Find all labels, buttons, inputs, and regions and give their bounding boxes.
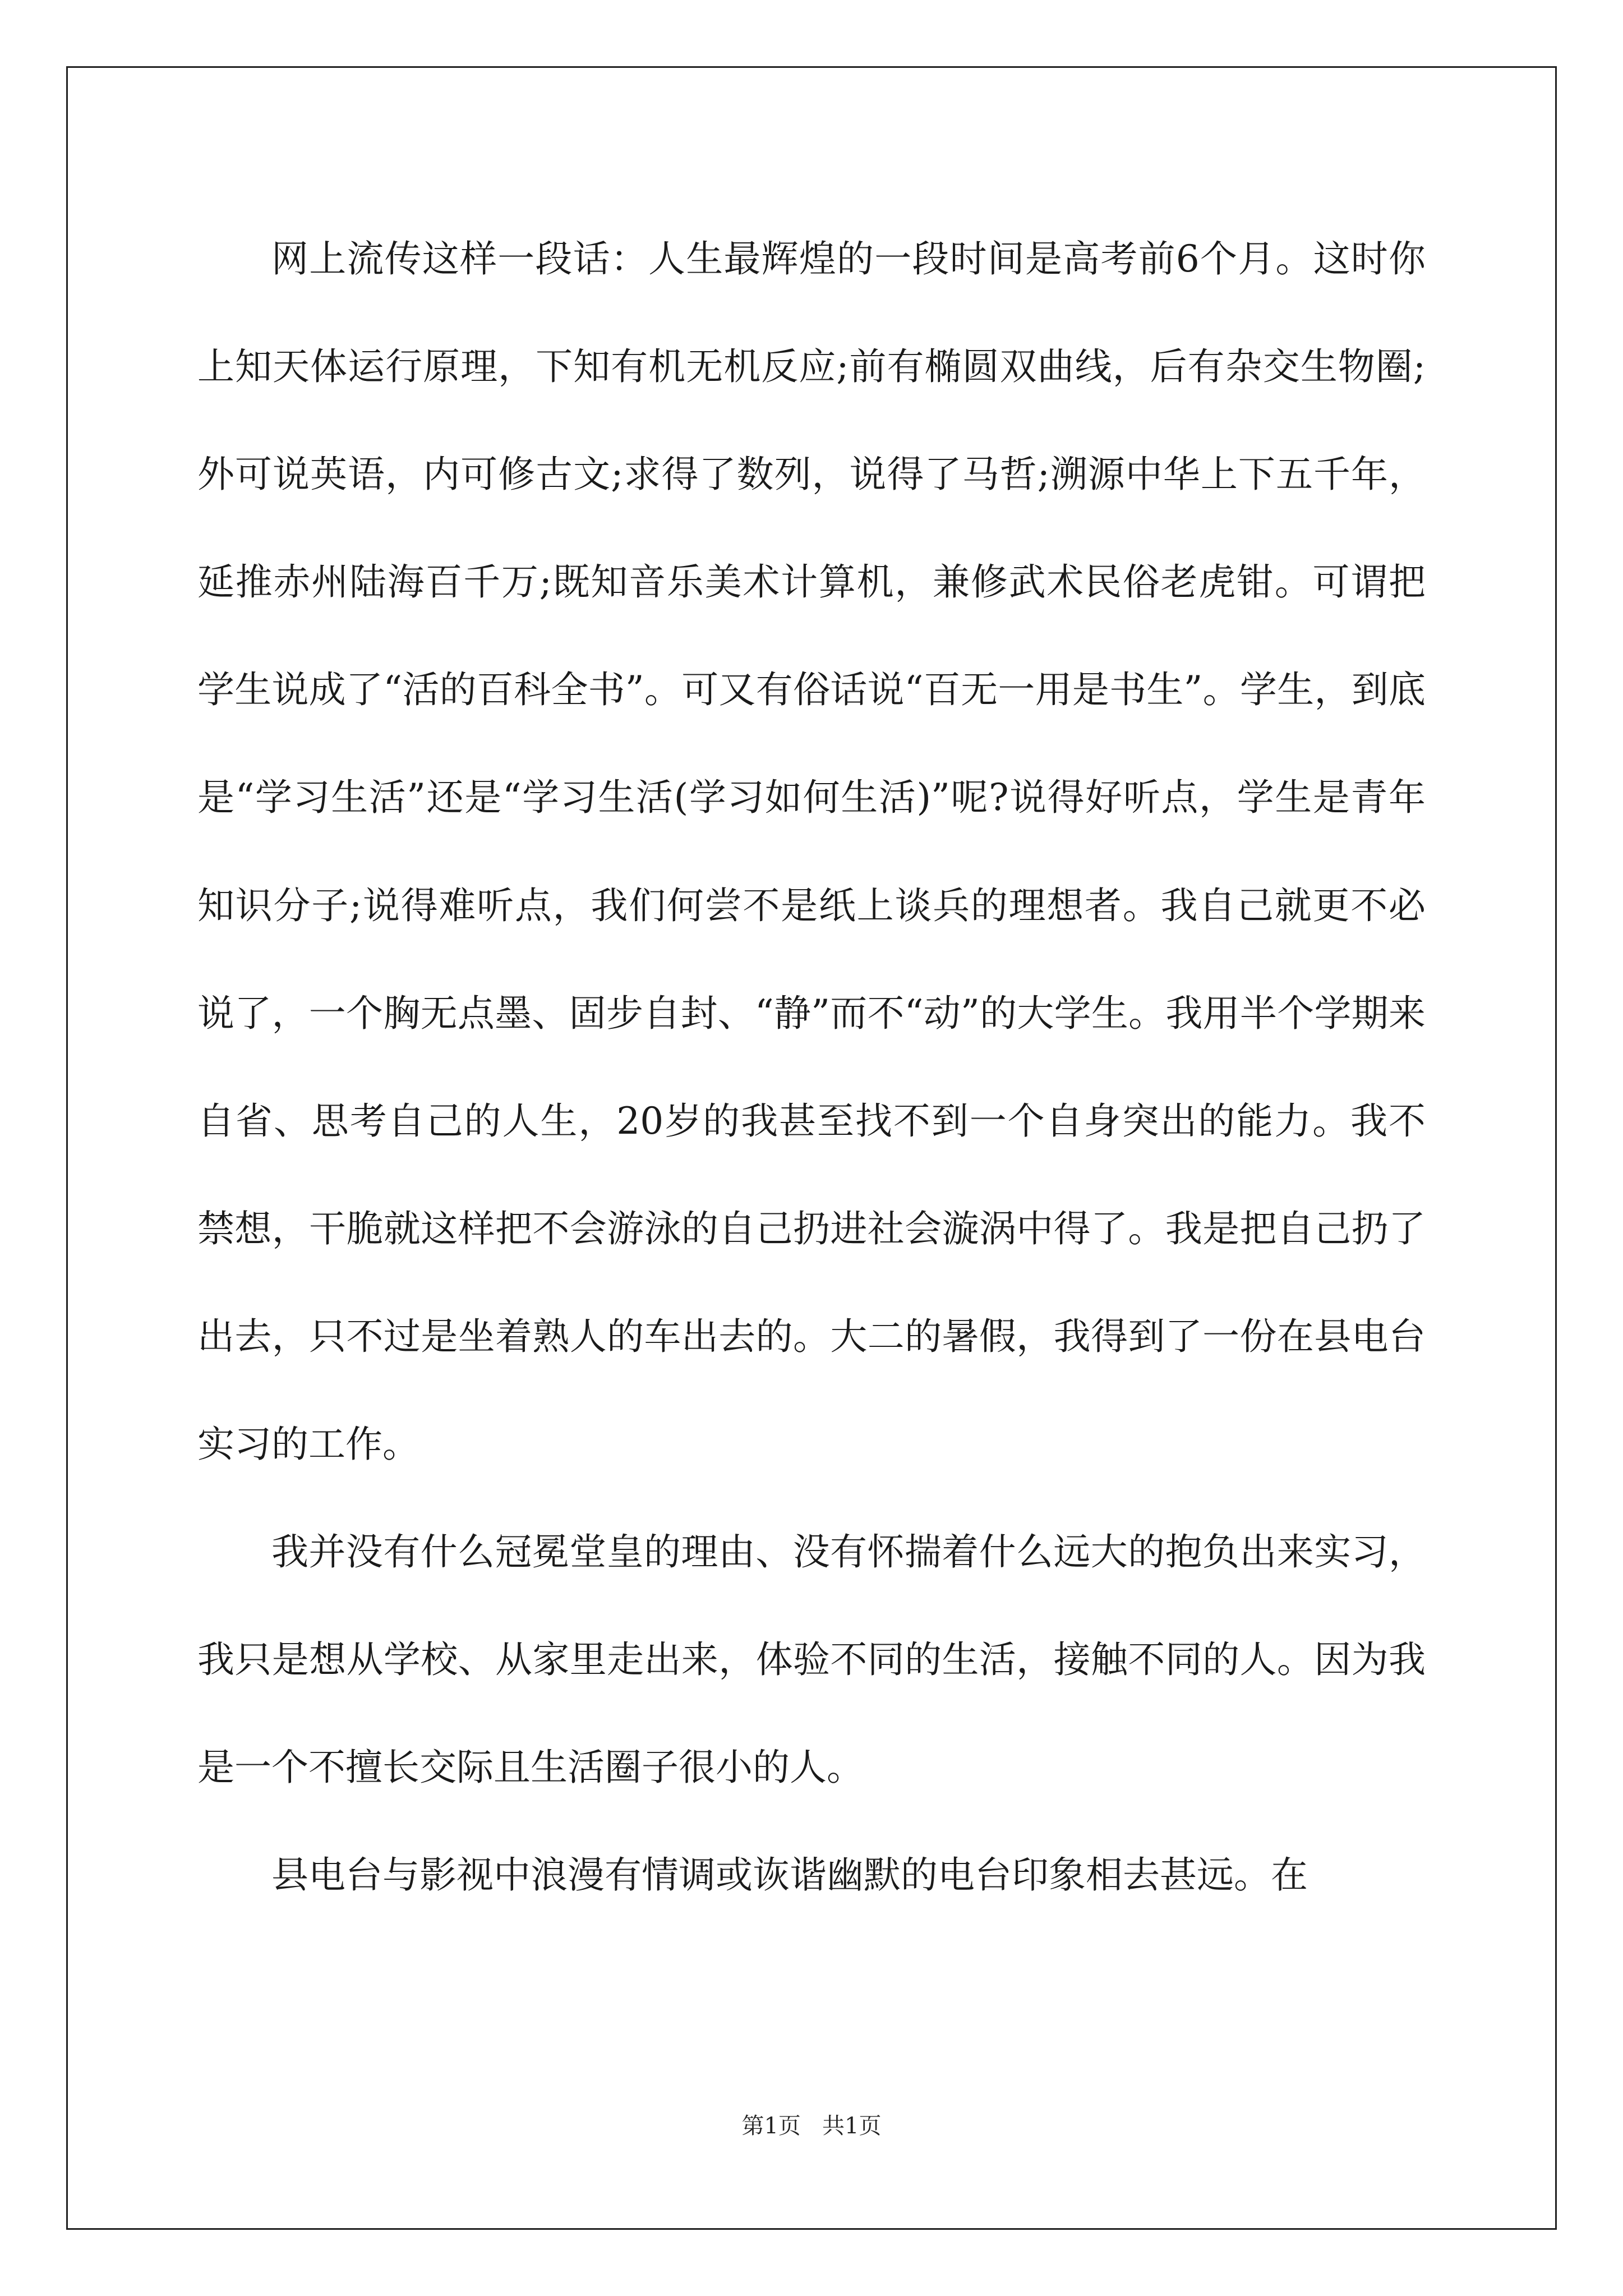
paragraph-3: 县电台与影视中浪漫有情调或诙谐幽默的电台印象相去甚远。在: [271, 1853, 1308, 1897]
paragraph-1: 网上流传这样一段话：人生最辉煌的一段时间是高考前6个月。这时你上知天体运行原理，下知有机无机反应;前有椭圆双曲线，后有杂交生物圈;外可说英语，内可修古文;求得了数列，说得了马哲;溯源中华上下五千年，延推赤州陆海百千万;既知音乐美术计算机，兼修武术民俗老虎钳。可谓把学生说成了“活的百科全书”。可又有俗话说“百无一用是书生”。学生，到底是“学习生活”还是“学习生活(学习如何生活)”呢?说得好听点，学生是青年知识分子;说得难听点，我们何尝不是纸上谈兵的理想者。我自己就更不必说了，一个胸无点墨、固步自封、“静”而不“动”的大学生。我用半个学期来自省、思考自己的人生，20岁的我甚至找不到一个自身突出的能力。我不禁想，干脆就这样把不会游泳的自己扔进社会漩涡中得了。我是把自己扔了出去，只不过是坐着熟人的车出去的。大二的暑假，我得到了一份在县电台实习的工作。: [197, 237, 1426, 1466]
page-footer: 第1页 共1页: [741, 2113, 882, 2139]
document-body: [197, 205, 1426, 1930]
paragraph-2: 我并没有什么冠冕堂皇的理由、没有怀揣着什么远大的抱负出来实习，我只是想从学校、从家里走出来，体验不同的生活，接触不同的人。因为我是一个不擅长交际且生活圈子很小的人。: [197, 1530, 1426, 1789]
